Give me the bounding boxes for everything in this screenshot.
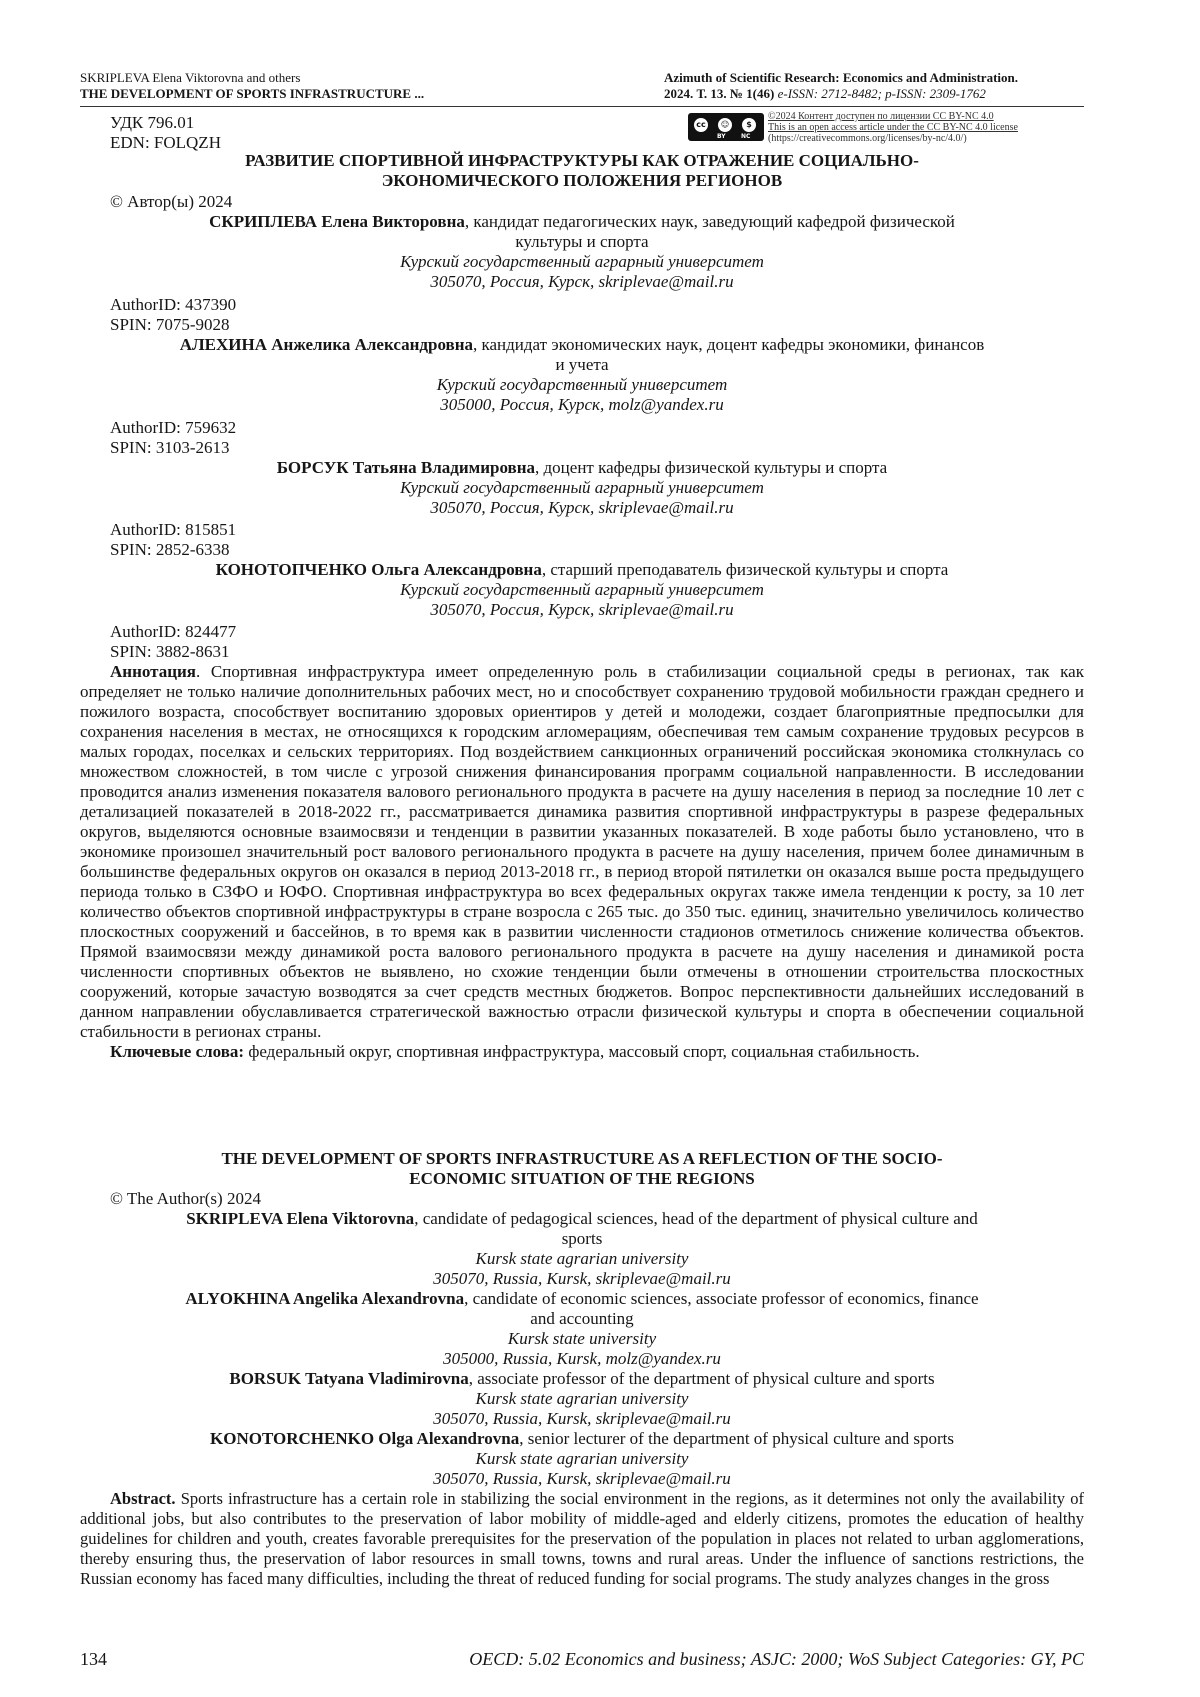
cc-by-nc-badge-icon — [688, 113, 764, 141]
en-author-1-role: , candidate of pedagogical sciences, head of the department of physical culture and — [414, 1209, 978, 1228]
abstract-ru-body — [80, 662, 1084, 1042]
en-author-1-name: SKRIPLEVA Elena Viktorovna — [186, 1209, 415, 1228]
license-block — [688, 111, 1088, 147]
en-author-1-line — [80, 1209, 1084, 1229]
license-line-ru: ©2024 Контент доступен по лицензии CC BY-NC 4.0 — [768, 111, 994, 122]
en-author-4-line — [80, 1429, 1084, 1449]
nc-label: NC — [741, 133, 751, 140]
title-en-line2: ECONOMIC SITUATION OF THE REGIONS — [409, 1169, 755, 1188]
ru-author-2-name: АЛЕХИНА Анжелика Александровна — [179, 335, 473, 354]
license-text — [768, 111, 1018, 144]
en-author-3-role: , associate professor of the department of physical culture and sports — [468, 1369, 935, 1388]
running-head — [80, 70, 1084, 110]
ru-author-2-address: 305000, Россия, Курск, molz@yandex.ru — [440, 395, 724, 414]
abstract-en-text: Sports infrastructure has a certain role in stabilizing the social environment in the regions, as it determines not only the availability of additional jobs, but also contributes to the preservation of labor mobility of middle-aged and elderly citizens, promotes the education of healthy guidelines for children and youth, creates favorable prerequisites for the preservation of the population in places not related to urban agglomerations, thereby ensuring thus, the preservation of labor resources in small towns, towns and rural areas. Under the influence of sanctions restrictions, the Russian economy has faced many difficulties, including the threat of reduced funding for social programs. The study analyzes changes in the gross — [80, 1489, 1084, 1588]
en-author-3-name: BORSUK Tatyana Vladimirovna — [229, 1369, 469, 1388]
en-author-2-line — [80, 1289, 1084, 1309]
keywords-ru-text: федеральный округ, спортивная инфраструктура, массовый спорт, социальная стабильность. — [244, 1042, 920, 1061]
running-head-title: THE DEVELOPMENT OF SPORTS INFRASTRUCTURE ... — [80, 86, 425, 101]
keywords-ru-label: Ключевые слова: — [110, 1042, 245, 1061]
license-url[interactable]: (https://creativecommons.org/licenses/by-nc/4.0/) — [768, 133, 967, 144]
ru-author-4-role: , старший преподаватель физической культуры и спорта — [541, 560, 949, 579]
ru-author-1-role-cont: культуры и спорта — [515, 232, 649, 251]
ru-author-1-line — [80, 212, 1084, 232]
en-author-1-role-cont: sports — [561, 1229, 603, 1248]
en-author-4-address: 305070, Russia, Kursk, skriplevae@mail.ru — [433, 1469, 731, 1488]
license-line-en: This is an open access article under the CC BY-NC 4.0 license — [768, 122, 1018, 133]
ru-author-4-line — [80, 560, 1084, 580]
running-head-right — [664, 70, 1084, 102]
ru-author-3-name: БОРСУК Татьяна Владимировна — [276, 458, 536, 477]
en-author-3-address: 305070, Russia, Kursk, skriplevae@mail.ru — [433, 1409, 731, 1428]
ru-author-2-authorid: AuthorID: 759632 — [110, 418, 237, 437]
en-author-1-address: 305070, Russia, Kursk, skriplevae@mail.ru — [433, 1269, 731, 1288]
abstract-en — [80, 1489, 1084, 1589]
running-head-authors: SKRIPLEVA Elena Viktorovna and others — [80, 70, 301, 85]
ru-author-4-spin: SPIN: 3882-8631 — [110, 642, 230, 661]
journal-issue — [664, 86, 1084, 102]
en-author-1-org: Kursk state agrarian university — [475, 1249, 689, 1268]
keywords-ru — [80, 1042, 1084, 1062]
ru-author-4-name: КОНОТОПЧЕНКО Ольга Александровна — [215, 560, 542, 579]
en-author-3-line — [80, 1369, 1084, 1389]
subject-classification: OECD: 5.02 Economics and business; ASJC: 2000; WoS Subject Categories: GY, PC — [469, 1649, 1084, 1669]
ru-author-2-role: , кандидат экономических наук, доцент кафедры экономики, финансов — [473, 335, 985, 354]
ru-author-2-role-cont: и учета — [555, 355, 609, 374]
by-label: BY — [717, 133, 726, 140]
en-author-4-org: Kursk state agrarian university — [475, 1449, 689, 1468]
edn-code: EDN: FOLQZH — [110, 133, 221, 152]
copyright-en: © The Author(s) 2024 — [110, 1189, 261, 1208]
title-ru — [80, 151, 1084, 191]
en-author-2-org: Kursk state university — [507, 1329, 657, 1348]
ru-author-3-address: 305070, Россия, Курск, skriplevae@mail.ru — [430, 498, 734, 517]
title-ru-line1: РАЗВИТИЕ СПОРТИВНОЙ ИНФРАСТРУКТУРЫ КАК ОТРАЖЕНИЕ СОЦИАЛЬНО- — [245, 151, 919, 170]
article-identifiers — [110, 113, 221, 153]
en-author-2-role: , candidate of economic sciences, associate professor of economics, finance — [464, 1289, 979, 1308]
ru-author-1-name: СКРИПЛЕВА Елена Викторовна — [209, 212, 465, 231]
ru-author-3-org: Курский государственный аграрный университет — [400, 478, 764, 497]
ru-author-1-spin: SPIN: 7075-9028 — [110, 315, 230, 334]
ru-author-1-org: Курский государственный аграрный университет — [400, 252, 764, 271]
nc-icon: $ — [740, 116, 758, 134]
copyright-ru: © Автор(ы) 2024 — [110, 192, 233, 211]
ru-author-2-org: Курский государственный университет — [436, 375, 728, 394]
ru-author-4-org: Курский государственный аграрный университет — [400, 580, 764, 599]
title-en — [80, 1149, 1084, 1189]
abstract-ru-label: Аннотация — [110, 662, 196, 681]
udk-code: УДК 796.01 — [110, 113, 195, 132]
ru-author-3-spin: SPIN: 2852-6338 — [110, 540, 230, 559]
running-head-left — [80, 70, 550, 102]
ru-author-3-role: , доцент кафедры физической культуры и спорта — [535, 458, 888, 477]
title-ru-line2: ЭКОНОМИЧЕСКОГО ПОЛОЖЕНИЯ РЕГИОНОВ — [381, 171, 783, 190]
abstract-en-body — [80, 1489, 1084, 1589]
title-en-line1: THE DEVELOPMENT OF SPORTS INFRASTRUCTURE AS A REFLECTION OF THE SOCIO- — [221, 1149, 943, 1168]
ru-author-1-role: , кандидат педагогических наук, заведующий кафедрой физической — [464, 212, 955, 231]
en-author-4-role: , senior lecturer of the department of physical culture and sports — [519, 1429, 954, 1448]
en-author-2-address: 305000, Russia, Kursk, molz@yandex.ru — [443, 1349, 721, 1368]
issue-number: 2024. Т. 13. № 1(46) — [664, 86, 775, 101]
ru-author-1-address: 305070, Россия, Курск, skriplevae@mail.ru — [430, 272, 734, 291]
ru-author-4-address: 305070, Россия, Курск, skriplevae@mail.ru — [430, 600, 734, 619]
ru-author-4-authorid: AuthorID: 824477 — [110, 622, 237, 641]
abstract-ru — [80, 662, 1084, 1062]
journal-name: Azimuth of Scientific Research: Economics and Administration. — [664, 70, 1018, 85]
cc-icon: cc — [692, 116, 710, 134]
by-icon: ☺ — [716, 116, 734, 134]
issn: e-ISSN: 2712-8482; p-ISSN: 2309-1762 — [774, 86, 986, 101]
abstract-en-label: Abstract. — [110, 1489, 176, 1508]
ru-author-3-authorid: AuthorID: 815851 — [110, 520, 237, 539]
ru-author-2-spin: SPIN: 3103-2613 — [110, 438, 230, 457]
en-author-4-name: KONOTORCHENKO Olga Alexandrovna — [210, 1429, 520, 1448]
ru-author-2-line — [80, 335, 1084, 355]
en-author-2-role-cont: and accounting — [530, 1309, 634, 1328]
en-author-2-name: ALYOKHINA Angelika Alexandrovna — [185, 1289, 465, 1308]
ru-author-3-line — [80, 458, 1084, 478]
en-author-3-org: Kursk state agrarian university — [475, 1389, 689, 1408]
header-rule — [80, 106, 1084, 107]
ru-author-1-authorid: AuthorID: 437390 — [110, 295, 237, 314]
abstract-ru-text: . Спортивная инфраструктура имеет определенную роль в стабилизации социальной среды в регионах, так как определяет не только наличие дополнительных рабочих мест, но и способствует сохранению трудовой мобильности граждан среднего и пожилого возраста, способствует воспитанию здоровых ориентиров у детей и молодежи, создает благоприятные предпосылки для сохранения населения в местах, не относящихся к городским агломерациям, обеспечивая тем самым сохранение трудовых ресурсов в малых городах, поселках и сельских территориях. Под воздействием санкционных ограничений российская экономика столкнулась со множеством сложностей, в том числе с угрозой снижения финансирования программ социальной направленности. В исследовании проводится анализ изменения показателя валового регионального продукта в расчете на душу населения в период за последние 10 лет с детализацией показателей в 2018-2022 гг., рассматривается динамика развития спортивной инфраструктуры в разрезе федеральных округов, выделяются основные взаимосвязи и тенденции в развитии указанных показателей. В ходе работы было установлено, что в экономике произошел значительный рост валового регионального продукта в расчете на душу населения, причем более динамичным в большинстве федеральных округов он оказался в период 2013-2018 гг., в период второй пятилетки он оказался выше роста предыдущего периода только в СЗФО и ЮФО. Спортивная инфраструктура во всех федеральных округах также имела тенденции к росту, за 10 лет количество объектов спортивной инфраструктуры в стране возросла с 265 тыс. до 350 тыс. единиц, значительно увеличилось количество плоскостных сооружений и бассейнов, в то время как в развитии численности стадионов отметилось снижение количества объектов. Прямой взаимосвязи между динамикой роста валового регионального продукта в расчете на душу населения и динамикой роста численности спортивных объектов не выявлено, но схожие тенденции были отмечены в отношении строительства плоскостных сооружений, которые зачастую возводятся за счет средств местных бюджетов. Вопрос перспективности дальнейших исследований в данном направлении обуславливается стратегической важностью отрасли физической культуры и спорта в обеспечении социальной стабильности в регионах страны. — [80, 662, 1084, 1041]
page-number: 134 — [80, 1649, 107, 1669]
